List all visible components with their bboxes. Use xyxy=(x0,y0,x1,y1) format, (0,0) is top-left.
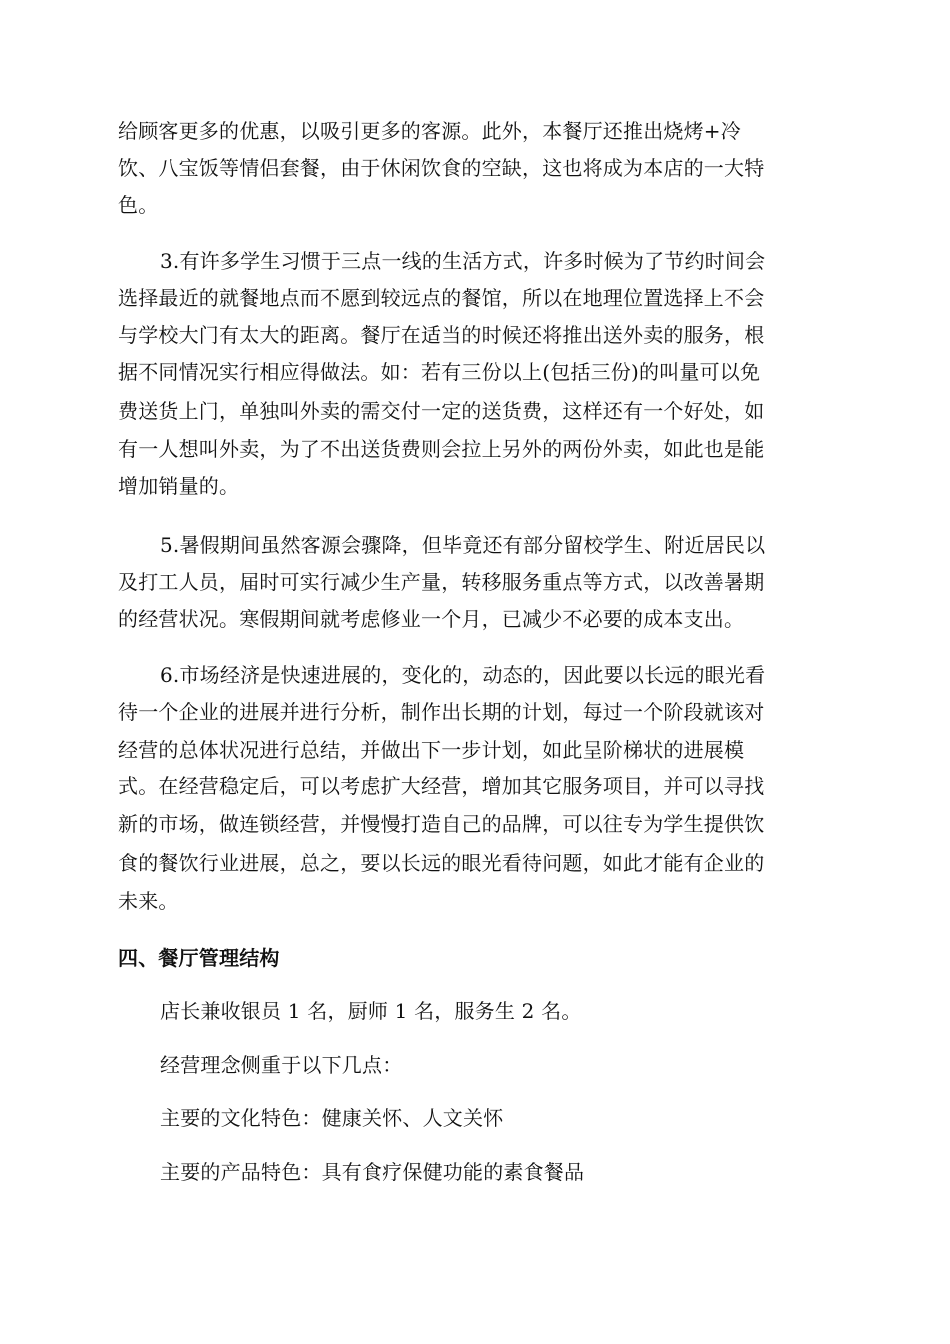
paragraph-1-line-1: 给顾客更多的优惠，以吸引更多的客源。此外，本餐厅还推出烧烤+冷 xyxy=(118,119,741,143)
paragraph-5-line-1: 5.暑假期间虽然客源会骤降，但毕竟还有部分留校学生、附近居民以 xyxy=(160,533,766,557)
product-feature: 主要的产品特色：具有食疗保健功能的素食餐品 xyxy=(160,1160,585,1184)
paragraph-6-line-3: 经营的总体状况进行总结，并做出下一步计划，如此呈阶梯状的进展模 xyxy=(118,738,745,762)
paragraph-6-line-6: 食的餐饮行业进展，总之，要以长远的眼光看待问题，如此才能有企业的 xyxy=(118,851,765,875)
paragraph-6-line-1: 6.市场经济是快速进展的，变化的，动态的，因此要以长远的眼光看 xyxy=(160,663,766,687)
paragraph-3-line-2: 选择最近的就餐地点而不愿到较远点的餐馆，所以在地理位置选择上不会 xyxy=(118,286,765,310)
section-heading: 四、餐厅管理结构 xyxy=(118,946,280,970)
staffing-text: 店长兼收银员 1 名，厨师 1 名，服务生 2 名。 xyxy=(160,999,582,1023)
paragraph-6-line-2: 待一个企业的进展并进行分析，制作出长期的计划，每过一个阶段就该对 xyxy=(118,700,765,724)
paragraph-6-line-7: 未来。 xyxy=(118,889,179,913)
paragraph-3-line-6: 有一人想叫外卖，为了不出送货费则会拉上另外的两份外卖，如此也是能 xyxy=(118,437,765,461)
paragraph-3-line-5: 费送货上门，单独叫外卖的需交付一定的送货费，这样还有一个好处，如 xyxy=(118,399,765,423)
paragraph-3-line-7: 增加销量的。 xyxy=(118,474,240,498)
paragraph-6-line-4: 式。在经营稳定后，可以考虑扩大经营，增加其它服务项目，并可以寻找 xyxy=(118,774,765,798)
paragraph-3-line-1: 3.有许多学生习惯于三点一线的生活方式，许多时候为了节约时间会 xyxy=(160,249,766,273)
philosophy-intro: 经营理念侧重于以下几点： xyxy=(160,1053,403,1077)
paragraph-1-line-2: 饮、八宝饭等情侣套餐，由于休闲饮食的空缺，这也将成为本店的一大特 xyxy=(118,156,765,180)
paragraph-3-line-3: 与学校大门有太大的距离。餐厅在适当的时候还将推出送外卖的服务，根 xyxy=(118,323,765,347)
paragraph-5-line-2: 及打工人员，届时可实行减少生产量，转移服务重点等方式，以改善暑期 xyxy=(118,570,765,594)
paragraph-5-line-3: 的经营状况。寒假期间就考虑修业一个月，已减少不必要的成本支出。 xyxy=(118,607,745,631)
paragraph-6-line-5: 新的市场，做连锁经营，并慢慢打造自己的品牌，可以往专为学生提供饮 xyxy=(118,812,765,836)
paragraph-3-line-4: 据不同情况实行相应得做法。如：若有三份以上(包括三份)的叫量可以免 xyxy=(118,360,761,384)
culture-feature: 主要的文化特色：健康关怀、人文关怀 xyxy=(160,1106,504,1130)
paragraph-1-line-3: 色。 xyxy=(118,193,159,217)
